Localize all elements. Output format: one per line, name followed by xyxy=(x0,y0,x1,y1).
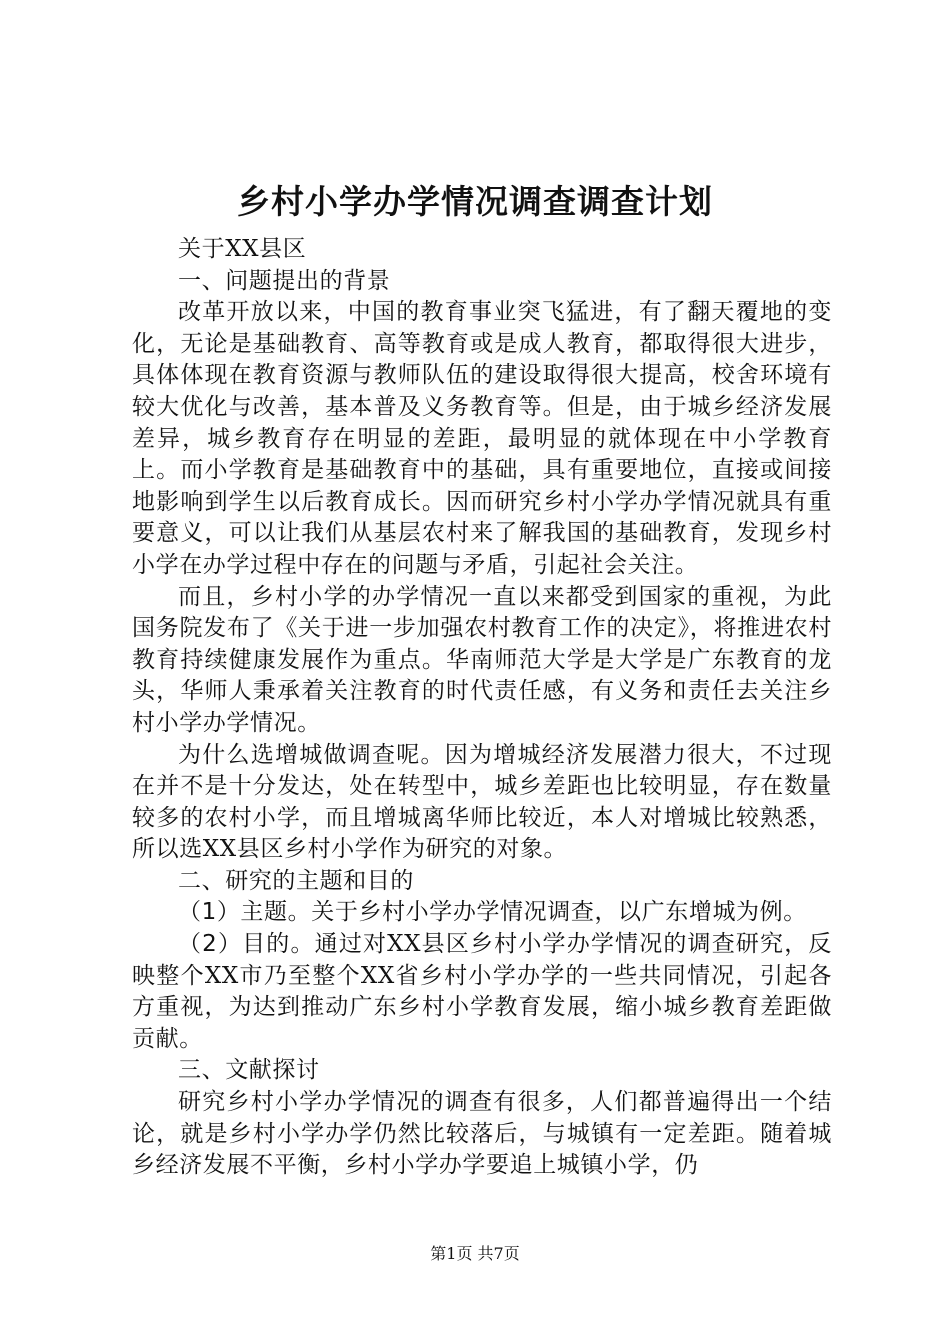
paragraph-purpose xyxy=(132,929,832,1055)
paragraph-background-2: 而且，乡村小学的办学情况一直以来都受到国家的重视，为此国务院发布了《关于进一步加强农村教育工作的决定》，将推进农村教育持续健康发展作为重点。华南师范大学是大学是广东教育的龙头，华师人秉承着关注教育的时代责任感，有义务和责任去关注乡村小学办学情况。 xyxy=(132,583,832,736)
document-body xyxy=(132,234,832,1182)
topic-text: 。关于乡村小学办学情况调查，以广东增城为例。 xyxy=(287,899,807,926)
document-subtitle: 关于XX县区 xyxy=(178,236,307,262)
paragraph-topic xyxy=(132,897,832,929)
paragraph-literature-1: 研究乡村小学办学情况的调查有很多，人们都普遍得出一个结论，就是乡村小学办学仍然比较落后，与城镇有一定差距。随着城乡经济发展不平衡，乡村小学办学要追上城镇小学，仍 xyxy=(132,1089,832,1179)
document-title: 乡村小学办学情况调查调查计划 xyxy=(237,182,713,221)
section-heading-literature: 三、文献探讨 xyxy=(178,1057,320,1084)
paragraph-background-1: 改革开放以来，中国的教育事业突飞猛进，有了翻天覆地的变化，无论是基础教育、高等教育或是成人教育，都取得很大进步，具体体现在教育资源与教师队伍的建设取得很大提高，校舍环境有较大优化与改善，基本普及义务教育等。但是，由于城乡经济发展差异，城乡教育存在明显的差距，最明显的就体现在中小学教育上。而小学教育是基础教育中的基础，具有重要地位，直接或间接地影响到学生以后教育成长。因而研究乡村小学办学情况就具有重要意义，可以让我们从基层农村来了解我国的基础教育，发现乡村小学在办学过程中存在的问题与矛盾，引起社会关注。 xyxy=(132,299,832,578)
section-heading-topic-purpose: 二、研究的主题和目的 xyxy=(178,867,414,894)
topic-label: （1）主题 xyxy=(178,899,288,926)
paragraph-background-3: 为什么选增城做调查呢。因为增城经济发展潜力很大，不过现在并不是十分发达，处在转型中，城乡差距也比较明显，存在数量较多的农村小学，而且增城离华师比较近，本人对增城比较熟悉，所以选XX县区乡村小学作为研究的对象。 xyxy=(132,741,832,863)
section-heading-background: 一、问题提出的背景 xyxy=(178,267,391,294)
purpose-label: （2）目的 xyxy=(178,931,291,958)
page-footer: 第1页 共7页 xyxy=(430,1244,520,1263)
purpose-text: 。通过对XX县区乡村小学办学情况的调查研究，反映整个XX市乃至整个XX省乡村小学办学的一些共同情况，引起各方重视，为达到推动广东乡村小学教育发展，缩小城乡教育差距做贡献。 xyxy=(132,931,832,1052)
